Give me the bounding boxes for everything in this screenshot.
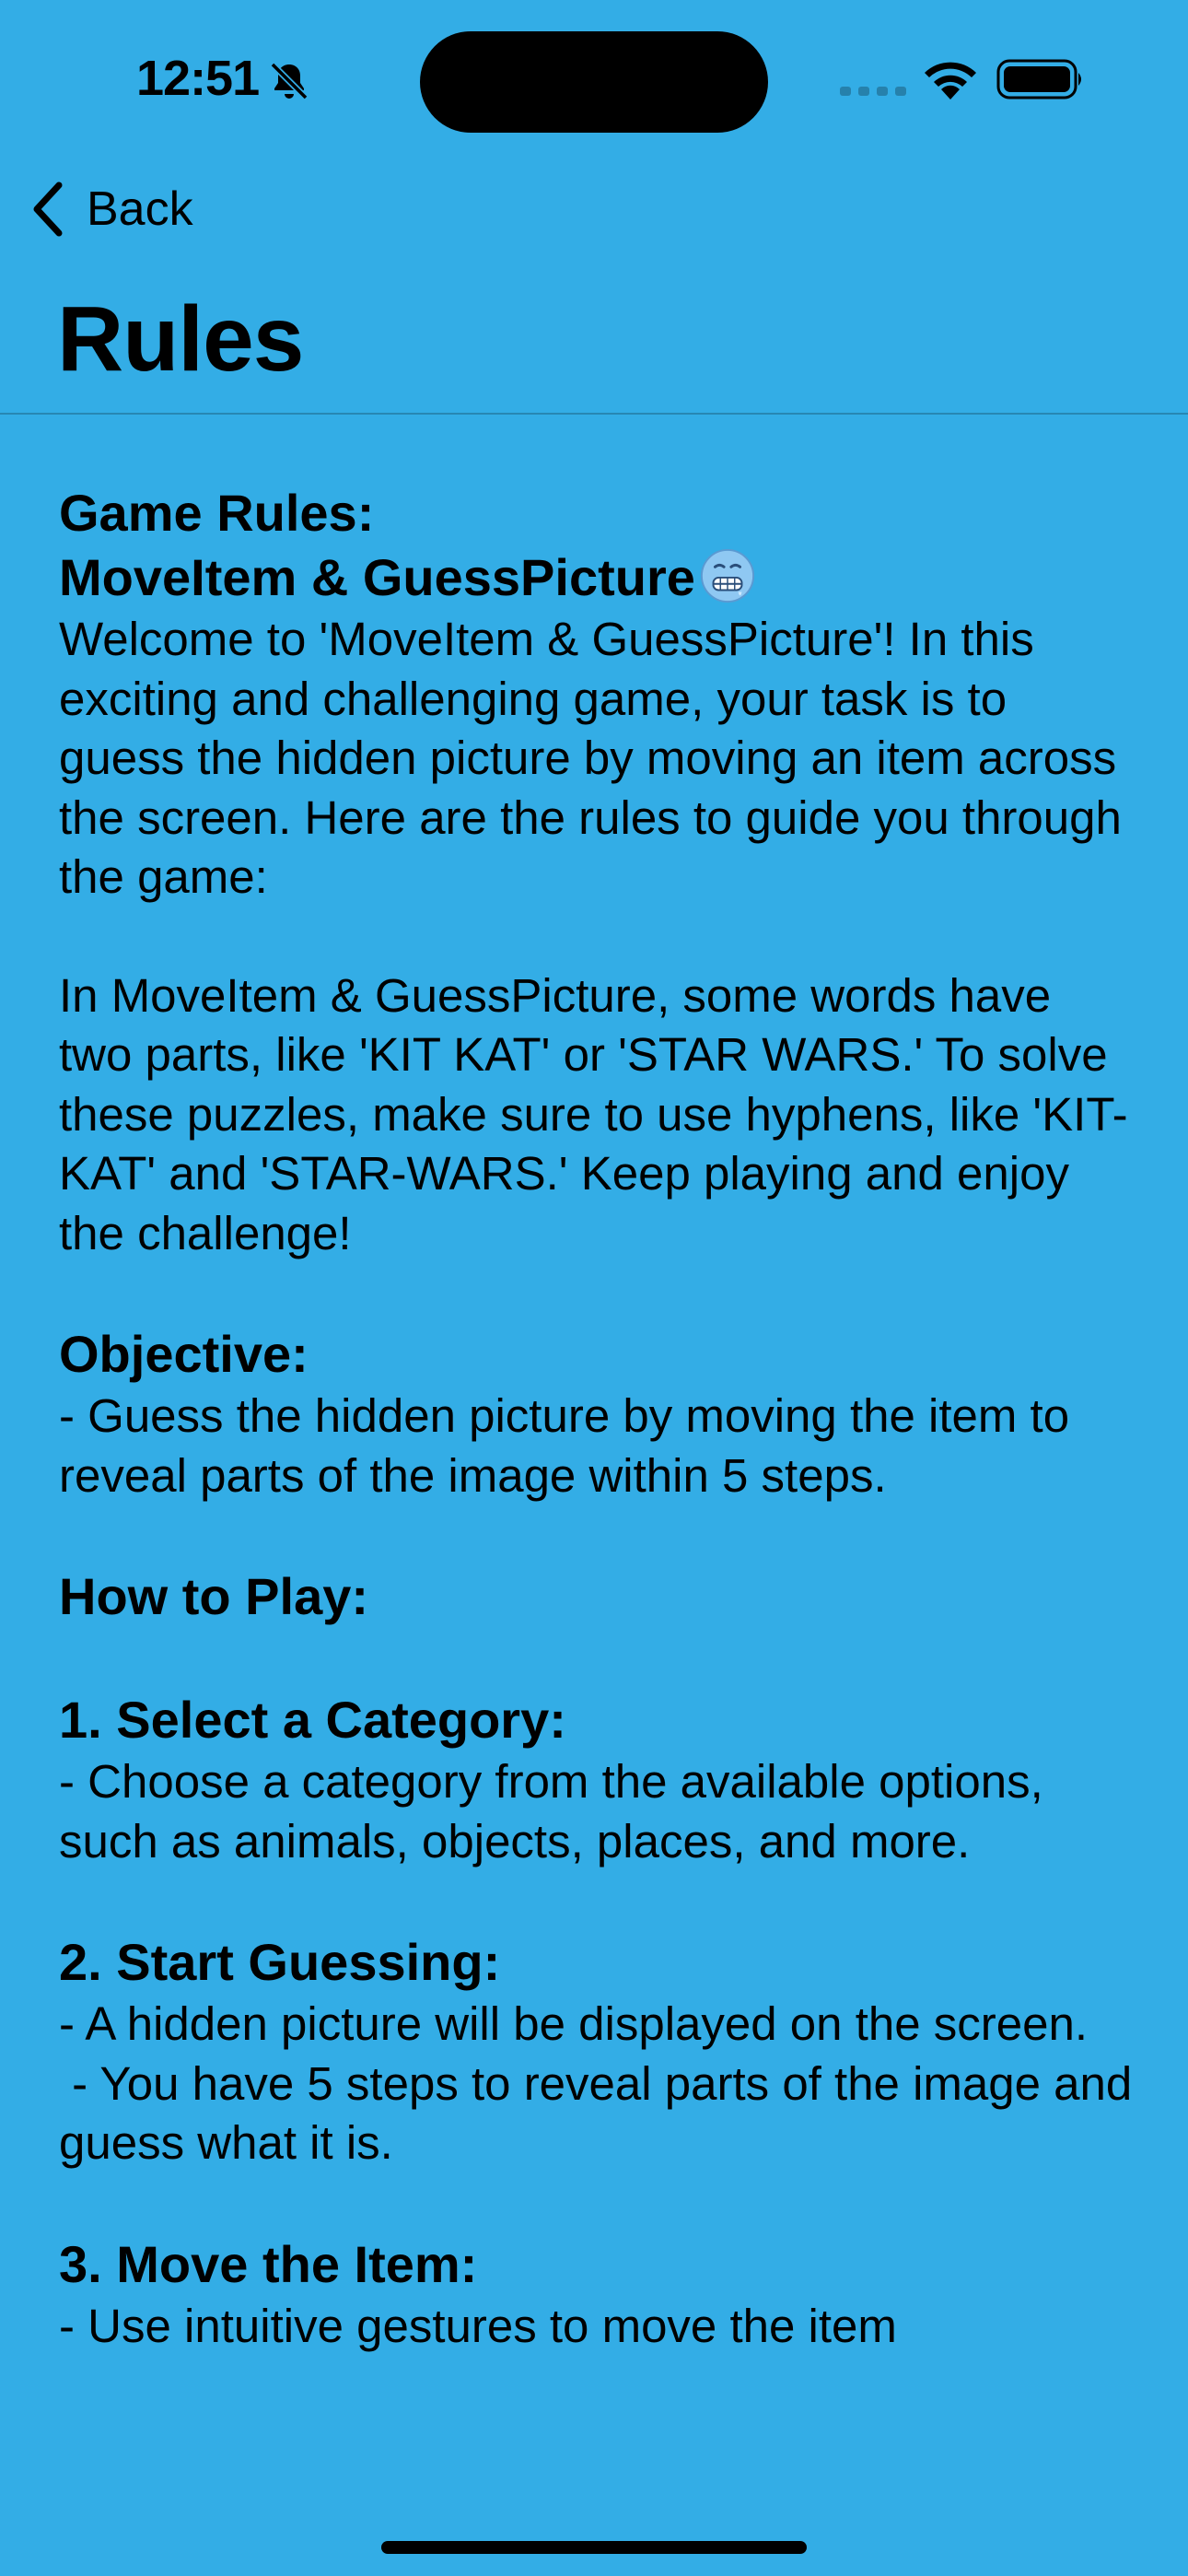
step1-heading: 1. Select a Category: [59,1691,566,1749]
rules-hyphen-note: In MoveItem & GuessPicture, some words have two parts, like 'KIT KAT' or 'STAR WARS.' To solve these puzzles, make sure to use hyphens, like 'KIT-KAT' and 'STAR-WARS.' Keep playing and enjoy the challenge! [59,968,1128,1259]
step3-text: - Use intuitive gestures to move the item [59,2299,897,2352]
status-time: 12:51 [136,51,260,106]
spacer [59,1871,1136,1930]
step2-text-b: - You have 5 steps to reveal parts of the image and guess what it is. [59,2056,1146,2169]
rules-content[interactable] [59,481,1146,2356]
step2-text-a: - A hidden picture will be displayed on the screen. [59,1997,1089,2050]
step1-text: - Choose a category from the available options, such as animals, objects, places, and more. [59,1755,1043,1868]
bell-slash-icon [267,59,311,103]
wifi-icon [921,57,980,101]
rules-heading-line2 [59,545,1136,610]
step3-heading: 3. Move the Item: [59,2234,478,2293]
rules-intro: Welcome to 'MoveItem & GuessPicture'! In this exciting and challenging game, your task is to guess the hidden picture by moving an item across the screen. Here are the rules to guide you through the game: [59,613,1122,903]
battery-icon [996,59,1085,100]
dynamic-island [420,31,768,133]
home-indicator[interactable] [381,2541,807,2554]
spacer [59,1263,1136,1322]
spacer [59,2173,1136,2232]
game-name: MoveItem & GuessPicture [59,548,695,606]
chevron-left-icon [28,180,68,239]
freezing-face-icon [699,547,756,604]
rules-heading-line1: Game Rules: [59,484,375,542]
step2-heading: 2. Start Guessing: [59,1933,501,1991]
objective-text: - Guess the hidden picture by moving the item to reveal parts of the image within 5 steps. [59,1389,1070,1502]
status-bar [0,0,1188,157]
how-to-play-heading: How to Play: [59,1567,369,1625]
back-button[interactable] [28,175,193,243]
objective-heading: Objective: [59,1325,309,1383]
back-label: Back [87,182,193,236]
cellular-signal-icon [840,83,906,98]
spacer [59,1505,1136,1564]
page-title: Rules [57,287,304,391]
spacer [59,1629,1136,1688]
nav-divider [0,413,1188,415]
spacer [59,907,1136,966]
